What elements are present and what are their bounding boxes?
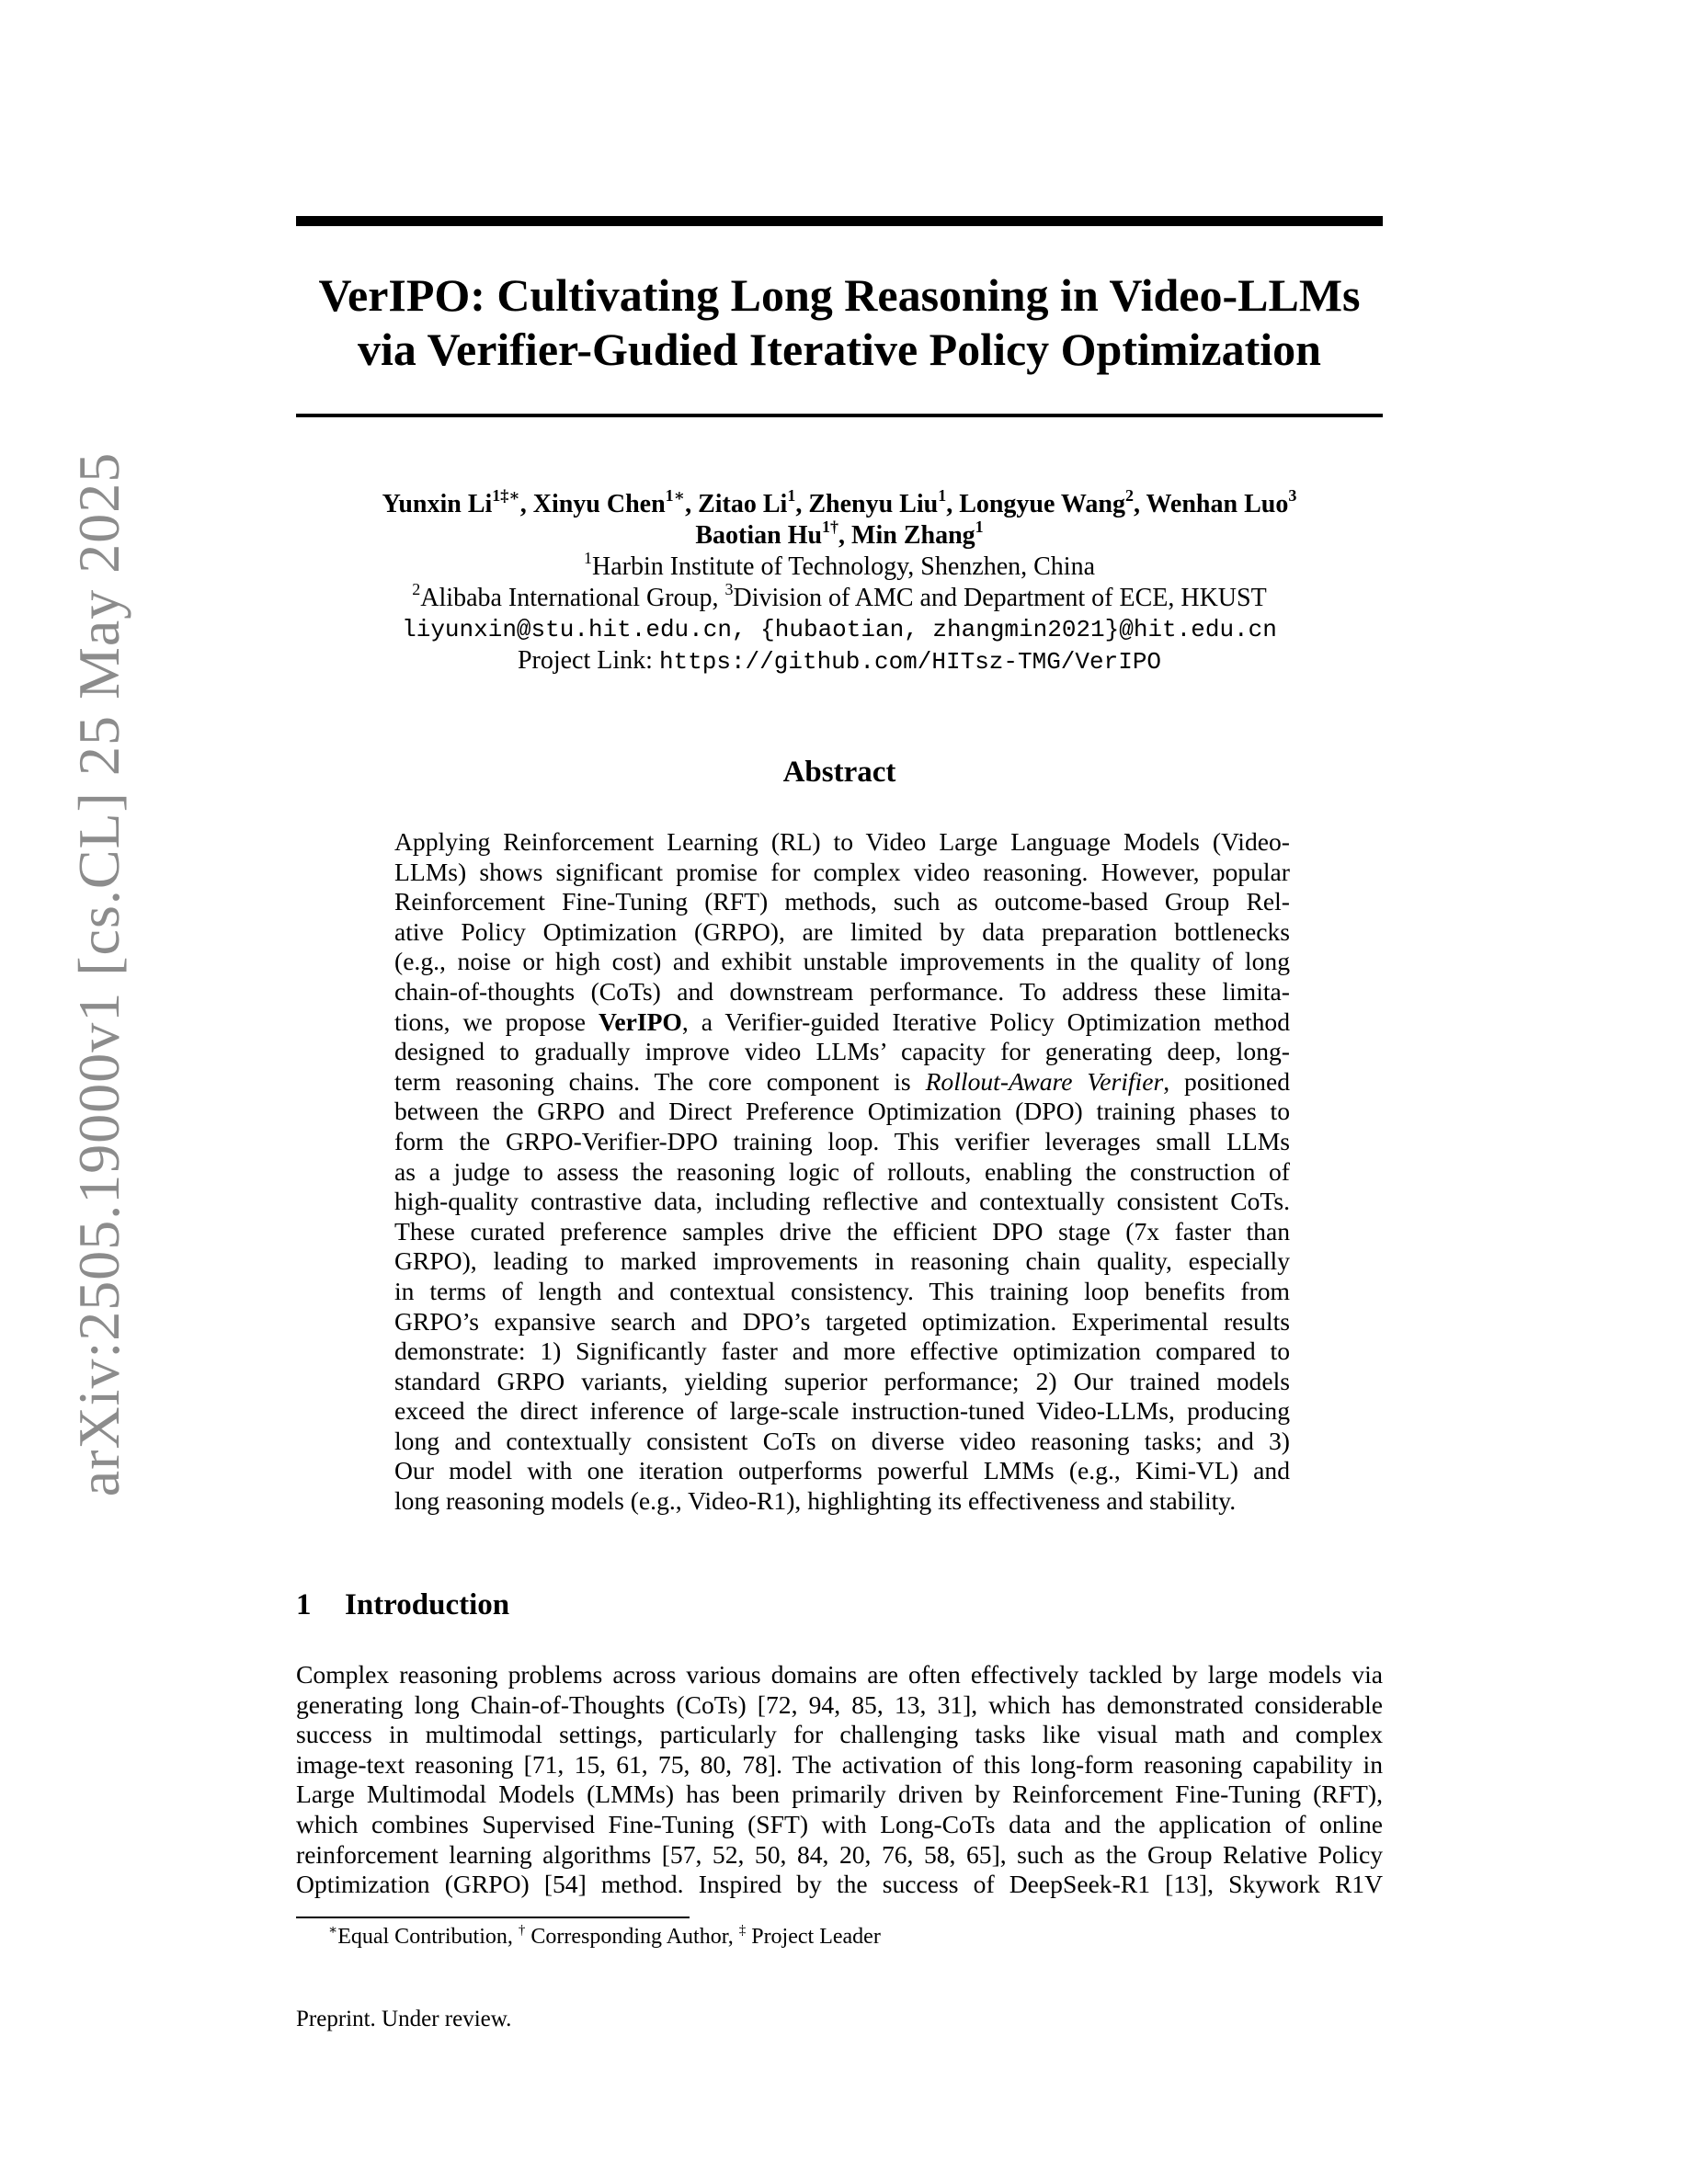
author-separator: , <box>838 521 852 550</box>
introduction-line: generating long Chain-of-Thoughts (CoTs) [72, 94, 85, 13, 31], which has demonstrated considerable <box>296 1689 1383 1719</box>
affiliation-2-text: Alibaba International Group, <box>420 584 725 612</box>
author-affiliation-marker: 2 <box>1124 486 1134 505</box>
abstract-heading: Abstract <box>782 756 896 789</box>
abstract-line: long reasoning models (e.g., Video-R1), highlighting its effectiveness and stability. <box>394 1486 1237 1516</box>
abstract-line: GRPO), leading to marked improvements in reasoning chain quality, especially <box>394 1246 1290 1276</box>
arxiv-stamp: arXiv:2505.19000v1 [cs.CL] 25 May 2025 <box>66 451 131 1497</box>
section-number: 1 <box>296 1588 312 1621</box>
method-name: VerIPO <box>598 1007 682 1036</box>
footnote-text-corresponding: Corresponding Author, <box>525 1925 739 1949</box>
paper-title <box>296 268 1383 377</box>
abstract-line: (e.g., noise or high cost) and exhibit unstable improvements in the quality of long <box>394 947 1290 976</box>
author-separator: , <box>795 490 809 518</box>
abstract-line: GRPO’s expansive search and DPO’s targeted optimization. Experimental results <box>394 1306 1290 1336</box>
affiliation-2-marker: 2 <box>412 580 421 598</box>
abstract-line: long and contextually consistent CoTs on diverse video reasoning tasks; and 3) <box>394 1426 1290 1455</box>
title-line-1: VerIPO: Cultivating Long Reasoning in Video-LLMs <box>318 269 1361 321</box>
abstract-line: form the GRPO-Verifier-DPO training loop. This verifier leverages small LLMs <box>394 1126 1290 1155</box>
footnote <box>328 1925 881 1950</box>
footnote-mark-leader: ‡ <box>738 1923 747 1938</box>
author-name: Yunxin Li <box>382 490 493 518</box>
footnote-mark-corresponding: † <box>518 1923 526 1938</box>
emphasized-term: Rollout-Aware Verifier <box>925 1066 1164 1096</box>
section-title: Introduction <box>345 1588 510 1621</box>
author-affiliation-marker: 1† <box>822 518 839 536</box>
abstract-line: chain-of-thoughts (CoTs) and downstream performance. To address these limita- <box>394 976 1290 1006</box>
abstract-line: term reasoning chains. The core component is Rollout-Aware Verifier, positioned <box>394 1066 1290 1096</box>
author-name: Xinyu Chen <box>532 490 666 518</box>
abstract-line: in terms of length and contextual consistency. This training loop benefits from <box>394 1276 1290 1305</box>
author-block <box>296 486 1383 677</box>
affiliation-1-marker: 1 <box>583 549 592 567</box>
introduction-line: Complex reasoning problems across various domains are often effectively tackled by large models via <box>296 1660 1383 1689</box>
abstract-line: designed to gradually improve video LLMs’ capacity for generating deep, long- <box>394 1037 1290 1066</box>
author-emails: liyunxin@stu.hit.edu.cn, {hubaotian, zhangmin2021}@hit.edu.cn <box>402 616 1277 643</box>
author-separator: , <box>1133 490 1146 518</box>
section-heading <box>296 1588 509 1622</box>
author-name: Baotian Hu <box>695 521 823 550</box>
project-link-label: Project Link: <box>517 646 659 675</box>
abstract-line: Reinforcement Fine-Tuning (RFT) methods, such as outcome-based Group Rel- <box>394 887 1290 916</box>
title-top-rule <box>296 216 1383 226</box>
author-separator: , <box>519 490 533 518</box>
footnote-rule <box>296 1917 690 1918</box>
author-name: Longyue Wang <box>959 490 1125 518</box>
author-separator: , <box>946 490 960 518</box>
abstract-line: Applying Reinforcement Learning (RL) to Video Large Language Models (Video- <box>394 827 1290 856</box>
author-name: Wenhan Luo <box>1146 490 1289 518</box>
introduction-line: Large Multimodal Models (LMMs) has been primarily driven by Reinforcement Fine-Tuning (RFT), <box>296 1780 1383 1809</box>
author-affiliation-marker: 1 <box>975 518 984 536</box>
abstract-line: ative Policy Optimization (GRPO), are limited by data preparation bottlenecks <box>394 916 1290 946</box>
author-line-2 <box>296 520 1383 552</box>
introduction-line: image-text reasoning [71, 15, 61, 75, 80, 78]. The activation of this long-form reasoning capability in <box>296 1749 1383 1779</box>
project-link-url[interactable]: https://github.com/HITsz-TMG/VerIPO <box>658 648 1162 676</box>
abstract-line: Our model with one iteration outperforms powerful LMMs (e.g., Kimi-VL) and <box>394 1456 1290 1485</box>
footnote-text-leader: Project Leader <box>746 1925 881 1949</box>
introduction-line: which combines Supervised Fine-Tuning (SFT) with Long-CoTs data and the application of online <box>296 1809 1383 1838</box>
abstract-line: high-quality contrastive data, including reflective and contextually consistent CoTs. <box>394 1187 1290 1216</box>
author-affiliation-marker: 3 <box>1288 486 1297 505</box>
title-line-2: via Verifier-Gudied Iterative Policy Optimization <box>358 324 1321 375</box>
introduction-line: success in multimodal settings, particularly for challenging tasks like visual math and complex <box>296 1720 1383 1749</box>
introduction-body <box>296 1660 1383 1900</box>
abstract-line: exceed the direct inference of large-scale instruction-tuned Video-LLMs, producing <box>394 1396 1290 1426</box>
preprint-note: Preprint. Under review. <box>296 2007 512 2031</box>
footnote-text-equal: Equal Contribution, <box>337 1925 519 1949</box>
author-line-1 <box>296 486 1383 520</box>
abstract-line: tions, we propose VerIPO, a Verifier-guided Iterative Policy Optimization method <box>394 1007 1291 1036</box>
affiliation-1 <box>296 549 1383 583</box>
abstract-line: between the GRPO and Direct Preference Optimization (DPO) training phases to <box>394 1097 1290 1126</box>
abstract-line: demonstrate: 1) Significantly faster and more effective optimization compared to <box>394 1337 1290 1366</box>
author-separator: , <box>685 490 699 518</box>
abstract-line: as a judge to assess the reasoning logic of rollouts, enabling the construction of <box>394 1156 1290 1186</box>
author-affiliation-marker: 1 <box>938 486 947 505</box>
abstract-line: These curated preference samples drive the efficient DPO stage (7x faster than <box>394 1216 1290 1246</box>
abstract-body <box>394 827 1290 1517</box>
affiliation-1-text: Harbin Institute of Technology, Shenzhen, China <box>591 552 1096 581</box>
author-affiliation-marker: 1 <box>787 486 796 505</box>
affiliation-2 <box>296 580 1383 614</box>
author-affiliation-marker: 1‡∗ <box>492 486 520 505</box>
project-link <box>296 645 1383 677</box>
title-bottom-rule <box>296 414 1383 417</box>
abstract-line: standard GRPO variants, yielding superior performance; 2) Our trained models <box>394 1366 1290 1395</box>
introduction-line: Optimization (GRPO) [54] method. Inspired by the success of DeepSeek-R1 [13], Skywork R1V <box>296 1870 1383 1899</box>
abstract-line: LLMs) shows significant promise for complex video reasoning. However, popular <box>394 857 1290 886</box>
author-name: Min Zhang <box>851 521 975 550</box>
introduction-line: reinforcement learning algorithms [57, 52, 50, 84, 20, 76, 58, 65], such as the Group Relative Policy <box>296 1839 1383 1869</box>
author-affiliation-marker: 1∗ <box>665 486 686 505</box>
author-name: Zhenyu Liu <box>808 490 939 518</box>
footnote-mark-equal: ∗ <box>328 1923 338 1938</box>
author-name: Zitao Li <box>698 490 788 518</box>
affiliation-3-marker: 3 <box>724 580 734 598</box>
affiliation-3-text: Division of AMC and Department of ECE, HKUST <box>733 584 1267 612</box>
